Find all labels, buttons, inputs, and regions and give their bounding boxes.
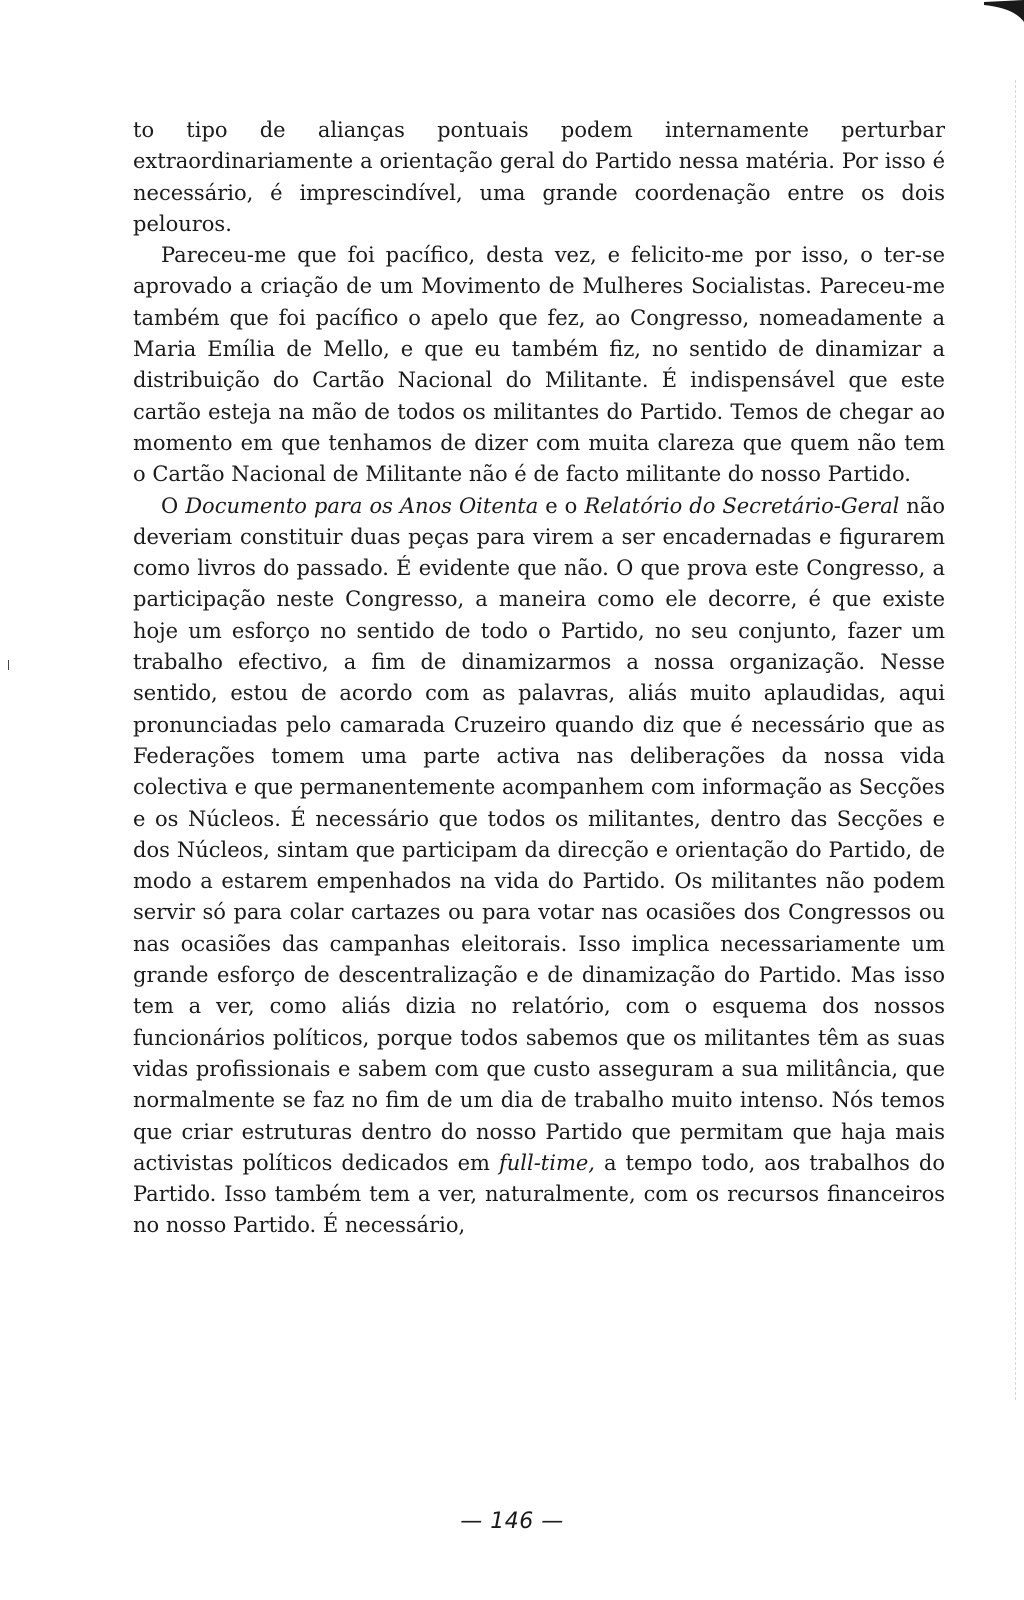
paragraph: [133, 491, 945, 1242]
italic-run: Documento para os Anos Oitenta: [185, 493, 539, 518]
paragraph: [133, 115, 945, 240]
text-run: não deveriam constituir duas peças para virem a ser encadernadas e figurarem como livros do passado. É evidente que não. O que prova este Congresso, a participação neste Congresso, a maneira como ele decorre, é que existe hoje um esforço no sentido de todo o Partido, no seu conjunto, fazer um trabalho efectivo, a fim de dinamizarmos a nossa organização. Nesse sentido, estou de acordo com as palavras, aliás muito aplaudidas, aqui pronunciadas pelo camarada Cruzeiro quando diz que é necessário que as Federações tomem uma parte activa nas deliberações da nossa vida colectiva e que permanentemente acompanhem com informação as Secções e os Núcleos. É necessário que todos os militantes, dentro das Secções e dos Núcleos, sintam que participam da direcção e orientação do Partido, de modo a estarem empenhados na vida do Partido. Os militantes não podem servir só para colar cartazes ou para votar nas ocasiões dos Congressos ou nas ocasiões das campanhas eleitorais. Isso implica necessariamente um grande esforço de descentralização e de dinamização do Partido. Mas isso tem a ver, como aliás dizia no relatório, com o esquema dos nossos funcionários políticos, porque todos sabemos que os militantes têm as suas vidas profissionais e sabem com que custo asseguram a sua militância, que normalmente se faz no fim de um dia de trabalho muito intenso. Nós temos que criar estruturas dentro do nosso Partido que permitam que haja mais activistas políticos dedicados em: [133, 493, 945, 1175]
text-run: O: [161, 493, 186, 518]
text-run: e o: [538, 493, 585, 518]
paragraph: [133, 240, 945, 490]
page-number: — 146 —: [460, 1509, 564, 1534]
text-run: a tempo todo, aos trabalhos do Partido. Isso também tem a ver, naturalmente, com os recursos financeiros no nosso Partido. É necessário,: [133, 1150, 945, 1238]
text-run: Pareceu-me que foi pacífico, desta vez, e felicito-me por isso, o ter-se aprovado a criação de um Movimento de Mulheres Socialistas. Pareceu-me também que foi pacífico o apelo que fez, ao Congresso, nomeadamente a Maria Emília de Mello, e que eu também fiz, no sentido de dinamizar a distribuição do Cartão Nacional do Militante. É indispensável que este cartão esteja na mão de todos os militantes do Partido. Temos de chegar ao momento em que tenhamos de dizer com muita clareza que quem não tem o Cartão Nacional de Militante não é de facto militante do nosso Partido.: [133, 243, 945, 487]
margin-mark: [8, 660, 9, 670]
scan-edge-noise: [1011, 80, 1016, 1400]
scan-corner-mark: [984, 0, 1024, 22]
italic-run: full-time,: [498, 1150, 595, 1175]
italic-run: Relatório do Secretário-Geral: [584, 493, 900, 518]
text-run: to tipo de alianças pontuais podem internamente perturbar extraordinariamente a orientação geral do Partido nessa matéria. Por isso é necessário, é imprescindível, uma grande coordenação entre os dois pelouros.: [133, 118, 945, 236]
page-body: [133, 115, 945, 1242]
